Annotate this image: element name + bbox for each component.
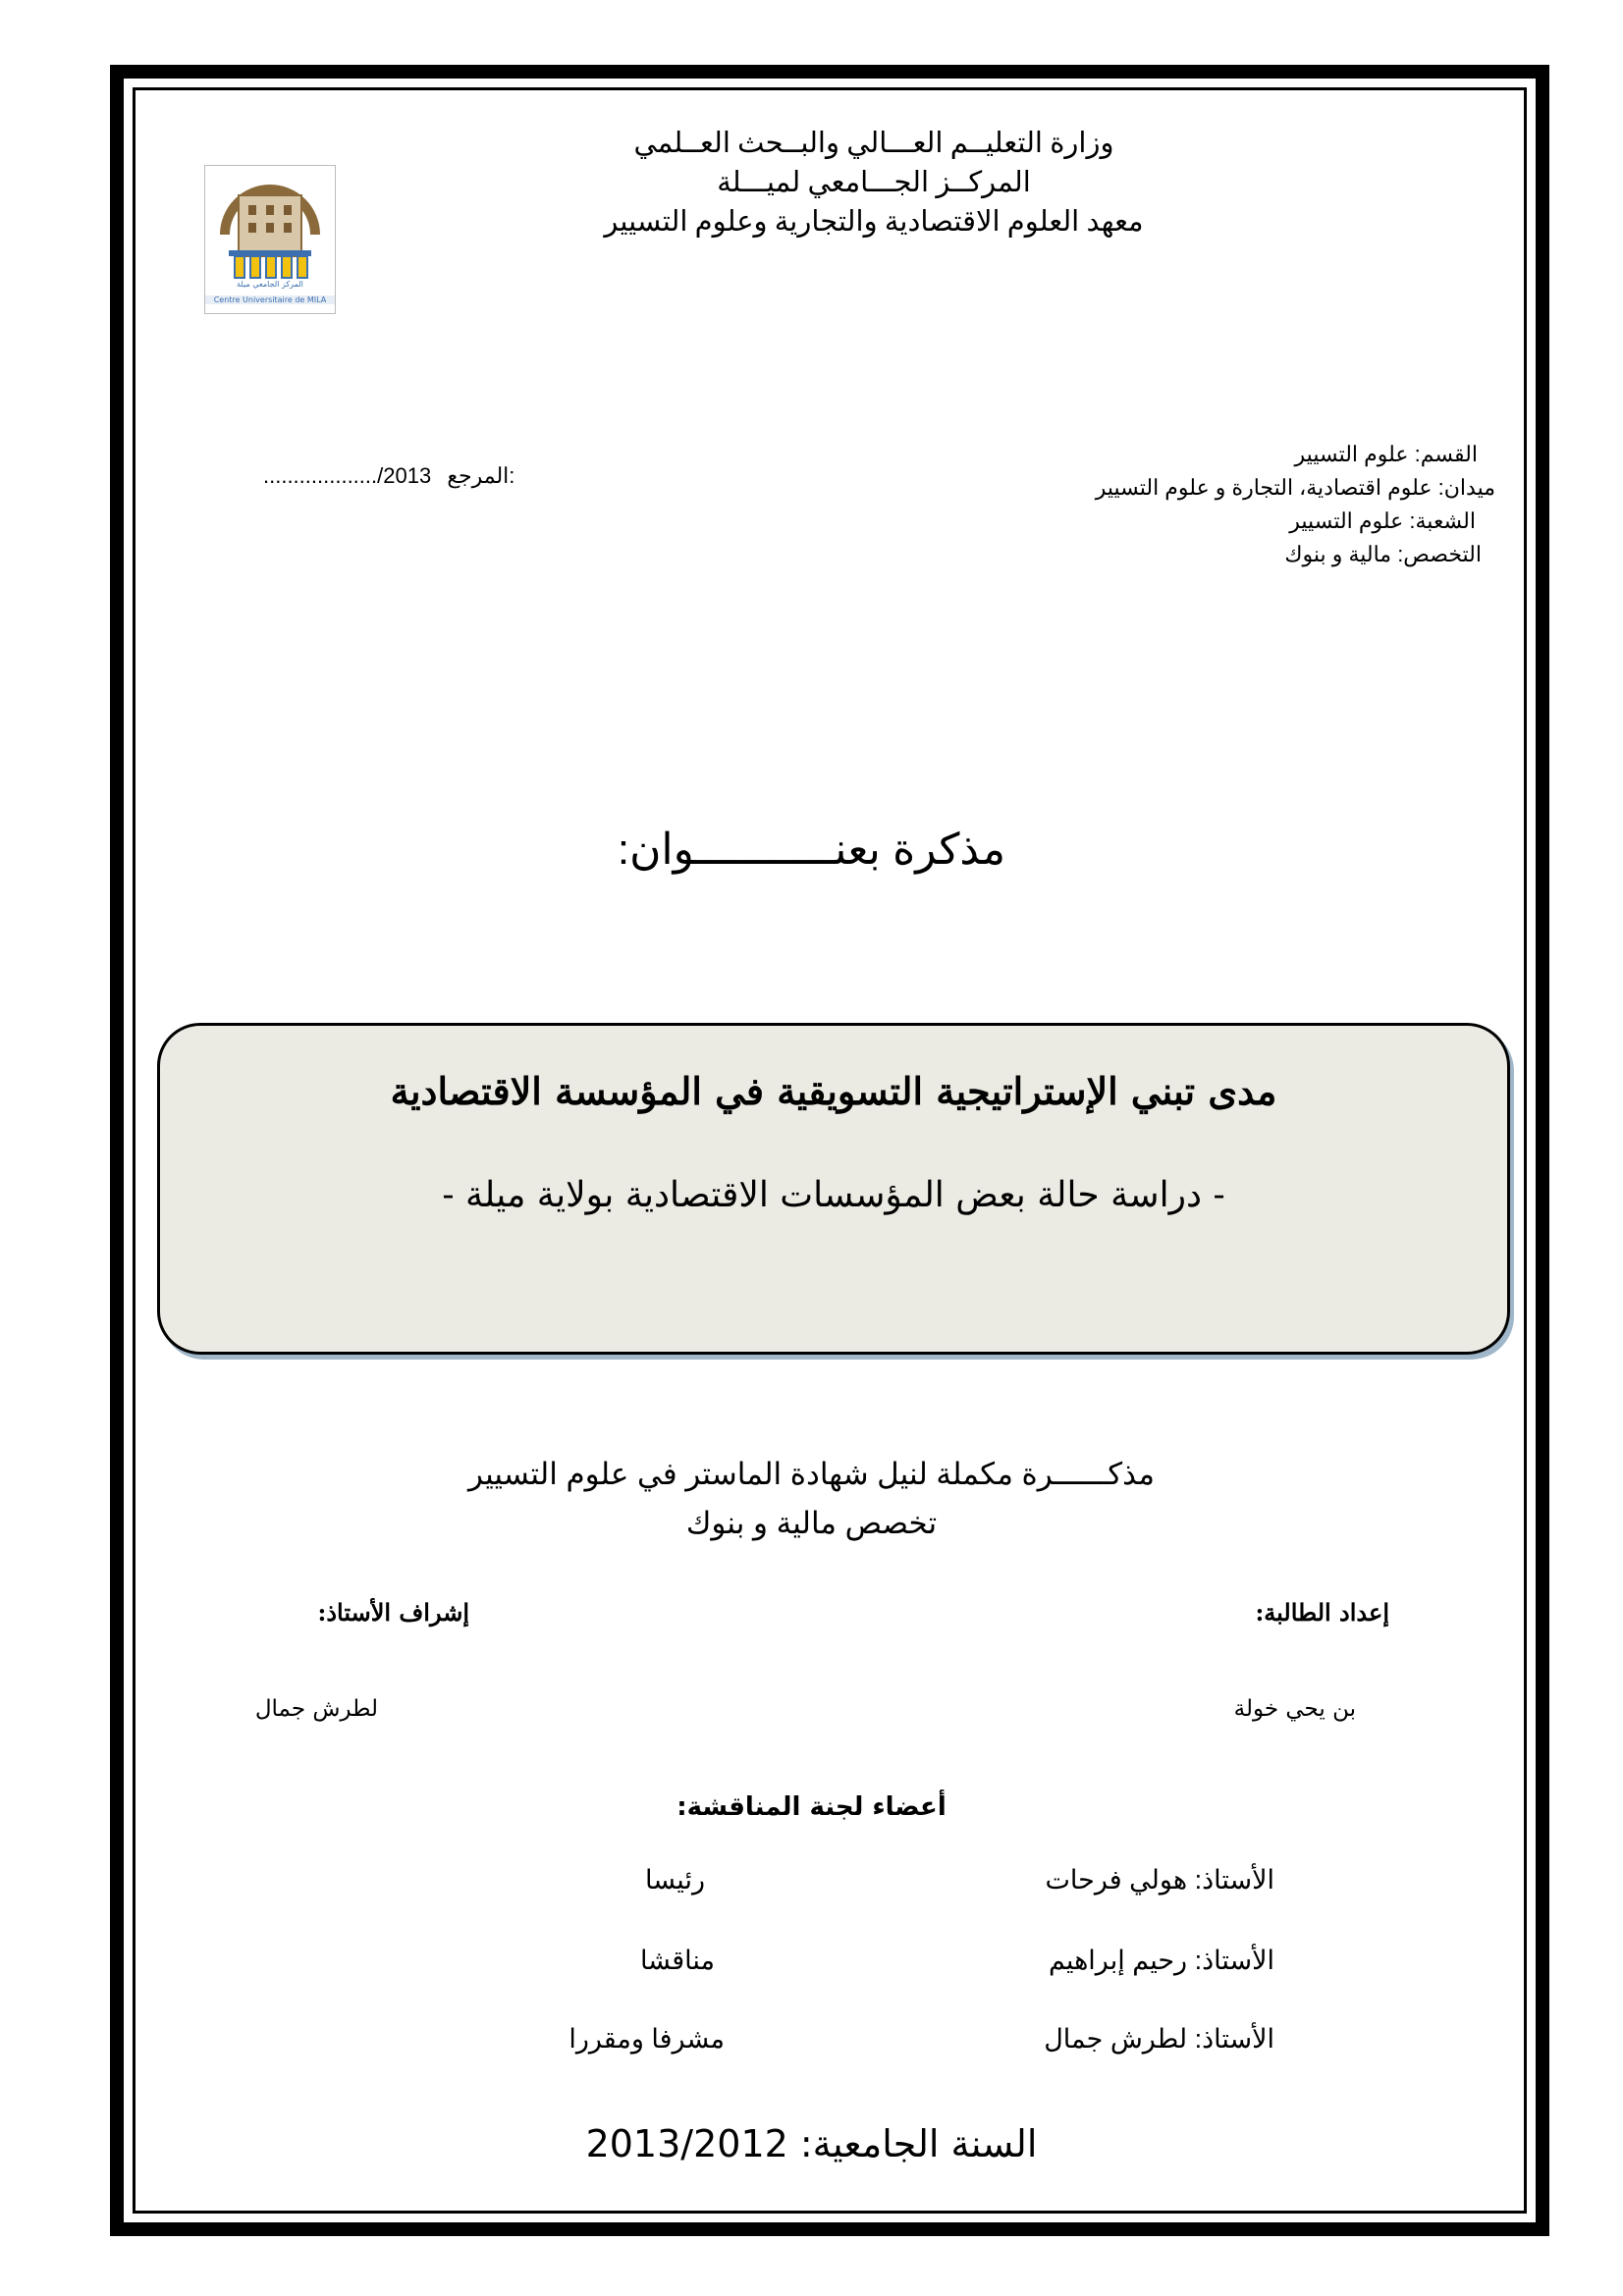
committee-heading: أعضاء لجنة المناقشة: xyxy=(676,1792,947,1822)
academic-year: السنة الجامعية: 2013/2012 xyxy=(585,2122,1038,2165)
thesis-title: مدى تبني الإستراتيجية التسويقية في المؤسسة الاقتصادية xyxy=(390,1069,1277,1113)
reference-label: المرجع: xyxy=(447,463,515,488)
reference xyxy=(263,463,514,489)
university-logo xyxy=(204,165,336,314)
committee-member-role: رئيسا xyxy=(644,1865,705,1895)
supervisor-label: إشراف الأستاذ: xyxy=(317,1598,469,1627)
committee-member-role: مشرفا ومقررا xyxy=(568,2024,725,2054)
institute-line: معهد العلوم الاقتصادية والتجارية وعلوم التسيير xyxy=(604,206,1144,238)
student-label: إعداد الطالبة: xyxy=(1255,1598,1389,1627)
committee-member-role: مناقشا xyxy=(639,1946,715,1975)
thesis-title-box xyxy=(157,1023,1510,1355)
student-name: بن يحي خولة xyxy=(1233,1696,1356,1722)
university-building-icon xyxy=(205,166,335,282)
field-info: ميدان: علوم اقتصادية، التجارة و علوم التسيير xyxy=(1095,475,1495,500)
reference-value: .................../2013 xyxy=(263,463,432,488)
degree-line-1: مذكــــــرة مكملة لنيل شهادة الماستر في علوم التسيير xyxy=(467,1457,1156,1491)
center-line: المركــز الجـــامعي لميـــلة xyxy=(717,167,1031,198)
supervisor-name: لطرش جمال xyxy=(254,1696,378,1722)
logo-arabic-caption: المركز الجامعي ميلة xyxy=(237,280,303,289)
committee-member-name: الأستاذ: لطرش جمال xyxy=(1044,2024,1274,2054)
branch-info: الشعبة: علوم التسيير xyxy=(1289,508,1476,533)
committee-member-name: الأستاذ: رحيم إبراهيم xyxy=(1048,1946,1274,1975)
department-info: القسم: علوم التسيير xyxy=(1294,442,1478,466)
logo-caption: Centre Universitaire de MILA xyxy=(205,295,335,304)
specialty-info: التخصص: مالية و بنوك xyxy=(1284,542,1482,566)
ministry-line: وزارة التعليــم العـــالي والبــحث العــلمي xyxy=(633,128,1114,159)
committee-member-name: الأستاذ: هولي فرحات xyxy=(1045,1865,1274,1895)
memo-heading: مذكرة بعنـــــــــــوان: xyxy=(617,826,1006,874)
thesis-subtitle: - دراسة حالة بعض المؤسسات الاقتصادية بولاية ميلة - xyxy=(442,1175,1225,1215)
degree-line-2: تخصص مالية و بنوك xyxy=(685,1506,938,1540)
